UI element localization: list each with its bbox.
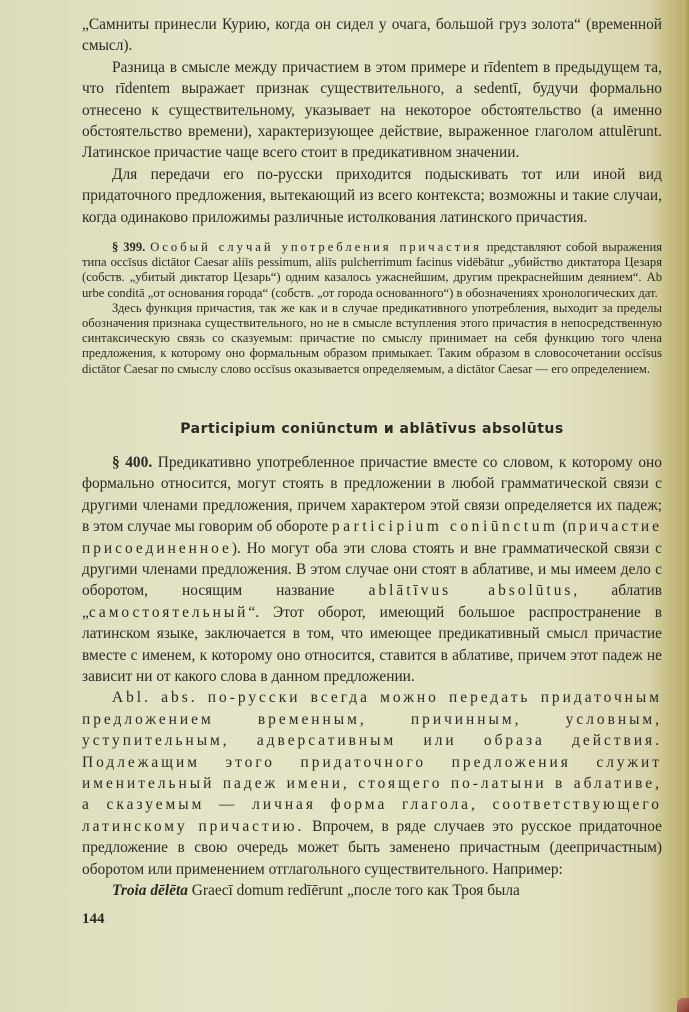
term-participium-coniunctum: participium coniūnctum bbox=[331, 518, 559, 536]
intro-paragraph-3: Для передачи его по-русски приходится подыскивать тот или иной вид придаточного предложения, вытекающий из всего контекста; возможны и такие случаи, когда одинаково приложимы различные истолкования латинского причастия. bbox=[82, 165, 662, 226]
latin-italic: Troia dēlēta bbox=[112, 882, 188, 900]
term-russian-1: причастие присоединенное bbox=[82, 518, 662, 557]
text-run: ( bbox=[558, 518, 568, 536]
term-ablativus-absolutus: ablātīvus absolūtus bbox=[368, 582, 574, 600]
text-run: ). Но могут оба эти слова стоять и вне грамматической связи с другими членами предложения. В этом случае они стоят в аблативе, и мы имеем дело с оборотом, носящим название bbox=[82, 539, 662, 600]
example-line bbox=[82, 880, 662, 901]
section-399-text: представляют собой выражения типа occīsus dictātor Caesar aliīs pessimum, aliīs pulcherrimum facinus vidēbātur „убийство диктатора Цезаря (собств. „убитый диктатор Цезарь“) одним казалось ужаснейшим, другим прекраснейшим деянием“. Ab urbe conditā „от основания города“ (собств. „от города основанного“) в обозначениях хронологических дат. bbox=[82, 240, 662, 300]
section-400-paragraph bbox=[82, 452, 662, 687]
page-edge bbox=[683, 0, 689, 1012]
intro-paragraph-2: Разница в смысле между причастием в этом примере и rīdentem в предыдущем та, что rīdentem выражает признак существительного, а sedentī, будучи формально отнесено к существительному, указывает на некоторое обстоятельство (а именно обстоятельство времени), характеризующее действие, выраженное глаголом attulērunt. Латинское причастие чаще всего стоит в предикативном значении. bbox=[82, 58, 662, 162]
spaced-passage: Abl. abs. по-русски всегда можно передать придаточным предложением временным, причинным, условным, уступительным, адверсативным или образа действия. Подлежащим этого придаточного предложения служит именительный падеж имени, стоящего по-латыни в аблативе, а сказуемым — личная форма глагола, соответствующего латинскому причастию. bbox=[82, 689, 662, 835]
section-399-paragraph-2: Здесь функция причастия, так же как и в случае предикативного употребления, выходит за пределы обозначения признака существительного, но не в смысле вступления этого причастия в непосредственную синтаксическую связь со сказуемым: причастие по смыслу принимает на себя функцию того члена предложения, к которому оно формальным образом примыкает. Таким образом в словосочетании occīsus dictātor Caesar по смыслу слово occīsus оказывается определяемым, а dictātor Caesar — его определением. bbox=[82, 300, 662, 376]
section-399-paragraph-1 bbox=[82, 240, 662, 301]
book-page bbox=[82, 14, 662, 928]
page-corner bbox=[677, 998, 689, 1012]
page-number: 144 bbox=[82, 911, 105, 928]
section-heading: Participium coniūnctum и ablātīvus absolūtus bbox=[180, 420, 564, 437]
translation-text: „после того как Троя была bbox=[343, 882, 520, 900]
term-russian-2: самостоятельный bbox=[88, 603, 249, 621]
latin-text: Graecī domum redīērunt bbox=[187, 882, 344, 900]
abl-abs-paragraph bbox=[82, 687, 662, 880]
section-mark: § 399. bbox=[112, 240, 146, 255]
section-mark: § 400. bbox=[112, 453, 153, 471]
text-run: , аблатив „ bbox=[82, 582, 662, 621]
text-run: “. Этот оборот, имеющий большое распространение в латинском языке, заключается в том, что имеющее предикативный смысл причастие вместе с именем, к которому оно относится, ставится в аблативе, причем этот падеж не зависит ни от какого слова в данном предложении. bbox=[82, 603, 662, 685]
text-run: Впрочем, в ряде случаев это русское придаточное предложение в свою очередь может быть заменено причастным (деепричастным) оборотом или применением отглагольного существительного. Например: bbox=[82, 817, 662, 878]
text-run: Предикативно употребленное причастие вместе со словом, к которому оно формально относится, могут стоять в предложении в любой грамматической связи с другими членами предложения, причем характером этой связи определяется их падеж; в этом случае мы говорим об обороте bbox=[82, 453, 662, 536]
spaced-term: Особый случай употребления причастия bbox=[150, 240, 482, 255]
intro-paragraph-1: „Самниты принесли Курию, когда он сидел у очага, большой груз золота“ (временной смысл). bbox=[82, 16, 662, 55]
section-399 bbox=[82, 240, 662, 377]
